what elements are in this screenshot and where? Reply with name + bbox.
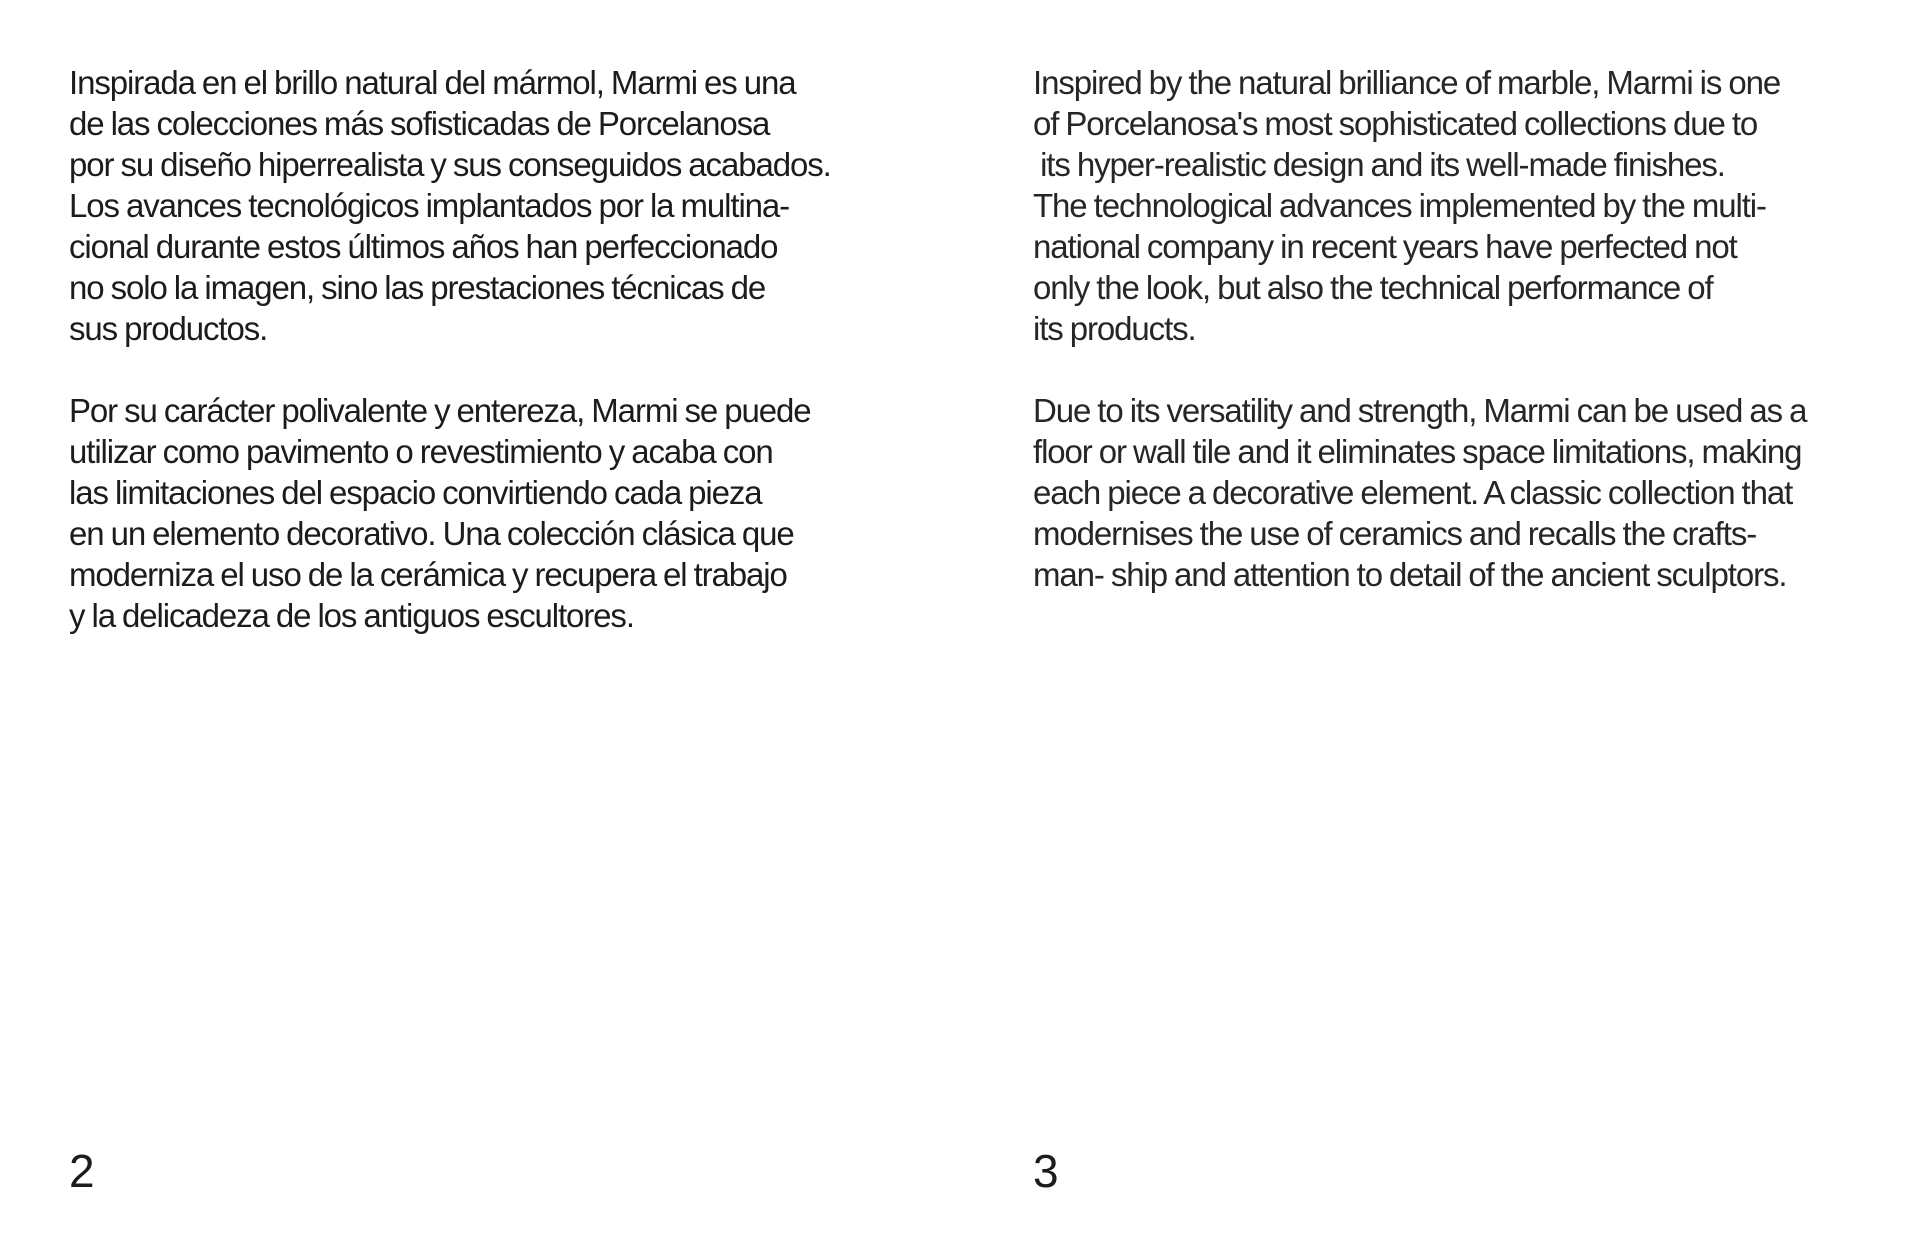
text-line: sus productos. [69,310,268,347]
page-number-right: 3 [1033,1145,1059,1197]
page-number-left: 2 [69,1145,95,1197]
text-line: Inspired by the natural brilliance of marble, Marmi is one [1033,64,1781,101]
text-line: las limitaciones del espacio convirtiendo cada pieza [69,474,762,511]
text-line: of Porcelanosa's most sophisticated collections due to [1033,105,1758,142]
right-page [960,0,1920,1257]
text-line: y la delicadeza de los antiguos escultores. [69,597,634,634]
paragraph [1033,390,1913,595]
paragraph [1033,62,1913,349]
text-line: its hyper-realistic design and its well-made finishes. [1033,146,1725,183]
text-line: Los avances tecnológicos implantados por la multina- [69,187,790,224]
text-line: man- ship and attention to detail of the ancient sculptors. [1033,556,1787,593]
text-line: Due to its versatility and strength, Marmi can be used as a [1033,392,1807,429]
paragraph [69,62,949,349]
text-line: modernises the use of ceramics and recalls the crafts- [1033,515,1757,552]
text-line: cional durante estos últimos años han perfeccionado [69,228,778,265]
text-line: de las colecciones más sofisticadas de Porcelanosa [69,105,770,142]
text-line: en un elemento decorativo. Una colección clásica que [69,515,794,552]
text-line: national company in recent years have perfected not [1033,228,1737,265]
spanish-text-column [69,62,949,677]
paragraph [69,390,949,636]
text-line: The technological advances implemented by the multi- [1033,187,1766,224]
text-line: each piece a decorative element. A classic collection that [1033,474,1793,511]
text-line: no solo la imagen, sino las prestaciones técnicas de [69,269,766,306]
text-line: Por su carácter polivalente y entereza, Marmi se puede [69,392,811,429]
text-line: its products. [1033,310,1196,347]
text-line: utilizar como pavimento o revestimiento y acaba con [69,433,773,470]
text-line: moderniza el uso de la cerámica y recupera el trabajo [69,556,787,593]
text-line: only the look, but also the technical performance of [1033,269,1713,306]
text-line: floor or wall tile and it eliminates space limitations, making [1033,433,1802,470]
english-text-column [1033,62,1913,636]
text-line: por su diseño hiperrealista y sus conseguidos acabados. [69,146,831,183]
text-line: Inspirada en el brillo natural del mármol, Marmi es una [69,64,796,101]
